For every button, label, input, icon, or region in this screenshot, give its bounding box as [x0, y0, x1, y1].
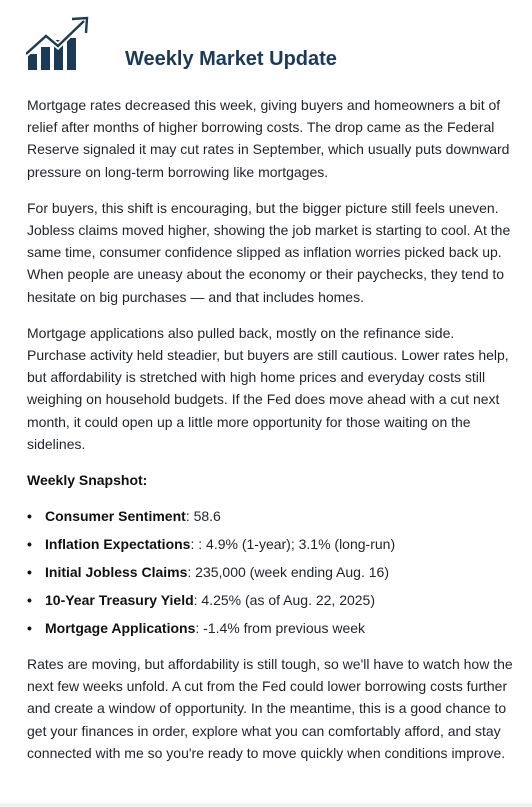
- snapshot-label: Initial Jobless Claims: [45, 564, 188, 581]
- snapshot-list: [27, 505, 515, 639]
- page-title: Weekly Market Update: [125, 48, 337, 70]
- closing-paragraph: Rates are moving, but affordability is still tough, so we'll have to watch how the next few weeks unfold. A cut from the Fed could lower borrowing costs further and create a window of opportunity. In the meantime, this is a good chance to get your finances in order, explore what you can comfortably afford, and stay connected with me so you're ready to move quickly when conditions improve.: [27, 656, 513, 761]
- snapshot-value: : 58.6: [185, 508, 221, 525]
- snapshot-label: Inflation Expectations: [45, 536, 191, 553]
- bar-chart-growth-icon: [26, 16, 90, 70]
- article-body: [27, 94, 515, 778]
- header: [26, 16, 506, 72]
- bullet-icon: •: [27, 620, 32, 637]
- list-item: [27, 617, 515, 639]
- paragraph-2: For buyers, this shift is encouraging, but the bigger picture still feels uneven. Jobless claims moved higher, showing the job market is starting to cool. At the same time, consumer confidence slipped as inflation worries picked back up. When people are uneasy about the economy or their paychecks, they tend to hesitate on big purchases — and that includes homes.: [27, 199, 511, 305]
- snapshot-label: Consumer Sentiment: [45, 508, 186, 525]
- snapshot-value: : : 4.9% (1-year); 3.1% (long-run): [190, 536, 396, 553]
- snapshot-value: : 235,000 (week ending Aug. 16): [187, 564, 389, 581]
- snapshot-value: : -1.4% from previous week: [195, 620, 366, 637]
- snapshot-label: Mortgage Applications: [45, 620, 196, 637]
- snapshot-value: : 4.25% (as of Aug. 22, 2025): [193, 592, 375, 609]
- snapshot-heading: Weekly Snapshot:: [27, 472, 148, 489]
- list-item: [27, 505, 515, 527]
- paragraph-1: Mortgage rates decreased this week, giving buyers and homeowners a bit of relief after months of higher borrowing costs. The drop came as the Federal Reserve signaled it may cut rates in September, which usually puts downward pressure on long-term borrowing like mortgages.: [27, 97, 510, 180]
- list-item: [27, 533, 515, 555]
- bullet-icon: •: [27, 536, 32, 553]
- list-item: [27, 561, 515, 583]
- bullet-icon: •: [27, 508, 32, 525]
- paragraph-3: Mortgage applications also pulled back, mostly on the refinance side. Purchase activity held steadier, but buyers are still cautious. Lower rates help, but affordability is stretched with high home prices and everyday costs still weighing on household budgets. If the Fed does move ahead with a cut next month, it could open up a little more opportunity for those waiting on the sidelines.: [27, 324, 509, 452]
- snapshot-label: 10-Year Treasury Yield: [45, 592, 194, 609]
- list-item: [27, 589, 515, 611]
- bullet-icon: •: [27, 592, 32, 609]
- footer-divider: [0, 803, 532, 807]
- bullet-icon: •: [27, 564, 32, 581]
